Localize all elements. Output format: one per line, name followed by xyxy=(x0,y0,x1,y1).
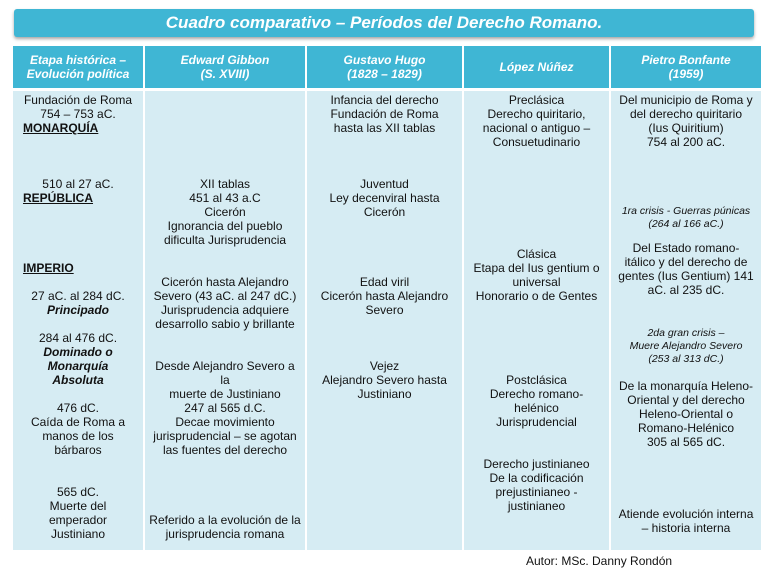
header-line: Evolución política xyxy=(26,67,130,81)
cell-text: Del municipio de Roma y xyxy=(619,93,753,107)
header-line: (S. XVIII) xyxy=(200,67,250,81)
cell-text: Derecho quiritario, xyxy=(487,107,586,121)
cell-text: las fuentes del derecho xyxy=(162,443,288,457)
cell-text: bárbaros xyxy=(54,443,102,457)
cell-text: Jurisprudencial xyxy=(496,415,577,429)
cell-text: Muere Alejandro Severo xyxy=(629,340,743,352)
title-banner xyxy=(14,9,754,37)
cell-text: gentes (Ius Gentium) 141 xyxy=(618,269,754,283)
cell-text: Alejandro Severo hasta xyxy=(322,373,447,387)
cell-principado xyxy=(13,289,143,317)
cell-text: jurisprudencial – se agotan xyxy=(153,429,297,443)
column-gustavo-hugo xyxy=(307,46,462,550)
cell-dominado xyxy=(13,331,143,387)
column-etapa-historica xyxy=(13,46,143,550)
cell-text: 754 al 200 aC. xyxy=(646,135,726,149)
cell-text: Cicerón xyxy=(204,205,246,219)
cell-muerte xyxy=(13,485,143,541)
cell-text: De la codificación xyxy=(489,471,584,485)
cell-text: desarrollo sabio y brillante xyxy=(155,317,295,331)
cell-text: aC. al 235 dC. xyxy=(647,283,725,297)
cell-text: Fundación de Roma xyxy=(330,107,439,121)
cell-text: Jurisprudencia adquiere xyxy=(160,303,290,317)
header-lopez-nunez xyxy=(464,46,609,88)
cell-text: Muerte del xyxy=(49,499,107,513)
cell-hugo-2 xyxy=(307,177,462,219)
cell-text: Preclásica xyxy=(508,93,565,107)
cell-text: XII tablas xyxy=(199,177,251,191)
cell-text: (253 al 313 dC.) xyxy=(648,353,724,365)
cell-text: De la monarquía Heleno- xyxy=(618,379,754,393)
cell-text: muerte de Justiniano xyxy=(169,387,281,401)
column-edward-gibbon xyxy=(145,46,305,550)
period-label: MONARQUÍA xyxy=(23,121,99,135)
cell-text: 510 al 27 aC. xyxy=(42,177,114,191)
cell-hugo-1 xyxy=(307,93,462,135)
cell-text: nacional o antiguo – xyxy=(482,121,591,135)
period-label: IMPERIO xyxy=(23,261,74,275)
cell-bonfante-2 xyxy=(611,241,761,297)
cell-text: Principado xyxy=(46,303,109,317)
cell-text: Honorario o de Gentes xyxy=(475,289,598,303)
cell-text: helénico xyxy=(514,401,559,415)
cell-text: – historia interna xyxy=(641,521,731,535)
cell-text: Clásica xyxy=(516,247,557,261)
cell-text: Postclásica xyxy=(506,373,567,387)
cell-monarquia xyxy=(13,93,143,135)
cell-text: manos de los xyxy=(42,429,114,443)
cell-text: Romano-Helénico xyxy=(637,421,735,435)
cell-text: 1ra crisis - Guerras púnicas xyxy=(621,205,751,217)
column-body xyxy=(145,91,305,550)
cell-bonfante-3 xyxy=(611,379,761,449)
cell-text: Cicerón hasta Alejandro xyxy=(320,289,449,303)
header-pietro-bonfante xyxy=(611,46,761,88)
column-body xyxy=(307,91,462,550)
comparison-table xyxy=(13,46,753,550)
cell-text: del derecho quiritario xyxy=(629,107,743,121)
cell-text: Decae movimiento xyxy=(175,415,275,429)
cell-text: Edad viril xyxy=(359,275,410,289)
cell-text: 476 dC. xyxy=(56,401,100,415)
header-line: (1828 – 1829) xyxy=(347,67,422,81)
cell-text: 247 al 565 d.C. xyxy=(184,401,266,415)
cell-text: hasta las XII tablas xyxy=(333,121,436,135)
cell-text: Ley decenviral hasta xyxy=(329,191,440,205)
cell-text: Absoluta xyxy=(52,373,104,387)
cell-gibbon-3 xyxy=(145,359,305,457)
cell-text: 451 al 43 a.C xyxy=(189,191,261,205)
cell-text: 284 al 476 dC. xyxy=(38,331,118,345)
cell-text: justinianeo xyxy=(507,499,566,513)
author-credit: Autor: MSc. Danny Rondón xyxy=(526,554,673,568)
cell-crisis-2 xyxy=(611,327,761,366)
cell-text: Etapa del Ius gentium o xyxy=(473,261,600,275)
cell-text: prejustinianeo - xyxy=(495,485,578,499)
cell-republica xyxy=(13,177,143,205)
cell-hugo-4 xyxy=(307,359,462,401)
cell-text: Juventud xyxy=(360,177,409,191)
cell-crisis-1 xyxy=(611,205,761,231)
cell-text: emperador xyxy=(48,513,108,527)
cell-text: Cicerón xyxy=(363,205,406,219)
cell-text: Derecho romano- xyxy=(489,387,584,401)
column-lopez-nunez xyxy=(464,46,609,550)
cell-text: (264 al 166 aC.) xyxy=(648,218,724,230)
cell-text: Severo (43 aC. al 247 dC.) xyxy=(153,289,297,303)
cell-text: Justiniano xyxy=(50,527,106,541)
header-gustavo-hugo xyxy=(307,46,462,88)
header-line: Pietro Bonfante xyxy=(641,53,731,67)
cell-text: Consuetudinario xyxy=(492,135,581,149)
column-pietro-bonfante xyxy=(611,46,761,550)
cell-lopez-1 xyxy=(464,93,609,149)
cell-lopez-3 xyxy=(464,373,609,429)
header-edward-gibbon xyxy=(145,46,305,88)
cell-text: Ignorancia del pueblo xyxy=(167,219,283,233)
page-title: Cuadro comparativo – Períodos del Derecho Romano. xyxy=(165,13,603,32)
cell-text: Oriental y del derecho xyxy=(627,393,745,407)
cell-text: Fundación de Roma xyxy=(23,93,133,107)
cell-text: dificulta Jurisprudencia xyxy=(163,233,287,247)
header-line: (1959) xyxy=(668,67,704,81)
cell-text: 305 al 565 dC. xyxy=(646,435,726,449)
cell-text: universal xyxy=(512,275,561,289)
cell-gibbon-2 xyxy=(145,275,305,331)
cell-text: 565 dC. xyxy=(56,485,100,499)
header-line: Gustavo Hugo xyxy=(343,53,426,67)
cell-text: Desde Alejandro Severo a la xyxy=(155,359,295,387)
cell-text: Severo xyxy=(365,303,404,317)
cell-imperio xyxy=(13,261,143,275)
cell-text: jurisprudencia romana xyxy=(165,527,285,541)
column-body xyxy=(13,91,143,550)
cell-text: 27 aC. al 284 dC. xyxy=(31,289,125,303)
column-body xyxy=(464,91,609,550)
cell-text: Heleno-Oriental o xyxy=(638,407,734,421)
cell-text: (Ius Quiritium) xyxy=(648,121,724,135)
cell-gibbon-4 xyxy=(145,513,305,541)
period-label: REPÚBLICA xyxy=(23,191,94,205)
cell-text: Infancia del derecho xyxy=(330,93,439,107)
cell-text: Atiende evolución interna xyxy=(618,507,754,521)
cell-caida xyxy=(13,401,143,457)
header-etapa-historica xyxy=(13,46,143,88)
header-line: Etapa histórica – xyxy=(29,53,127,67)
cell-text: Del Estado romano- xyxy=(632,241,740,255)
cell-text: Referido a la evolución de la xyxy=(149,513,301,527)
cell-text: 754 – 753 aC. xyxy=(40,107,116,121)
header-line: Edward Gibbon xyxy=(180,53,270,67)
cell-text: itálico y del derecho de xyxy=(624,255,748,269)
cell-text: Derecho justinianeo xyxy=(483,457,590,471)
cell-lopez-2 xyxy=(464,247,609,303)
cell-bonfante-1 xyxy=(611,93,761,149)
column-body xyxy=(611,91,761,550)
cell-bonfante-4 xyxy=(611,507,761,535)
cell-text: Dominado o xyxy=(43,345,113,359)
cell-text: Monarquía xyxy=(47,359,109,373)
header-line: López Núñez xyxy=(499,60,574,74)
cell-text: Vejez xyxy=(369,359,400,373)
cell-text: 2da gran crisis – xyxy=(647,327,725,339)
cell-text: Justiniano xyxy=(357,387,412,401)
cell-lopez-4 xyxy=(464,457,609,513)
cell-hugo-3 xyxy=(307,275,462,317)
cell-gibbon-1 xyxy=(145,177,305,247)
cell-text: Cicerón hasta Alejandro xyxy=(161,275,289,289)
cell-text: Caída de Roma a xyxy=(30,415,126,429)
